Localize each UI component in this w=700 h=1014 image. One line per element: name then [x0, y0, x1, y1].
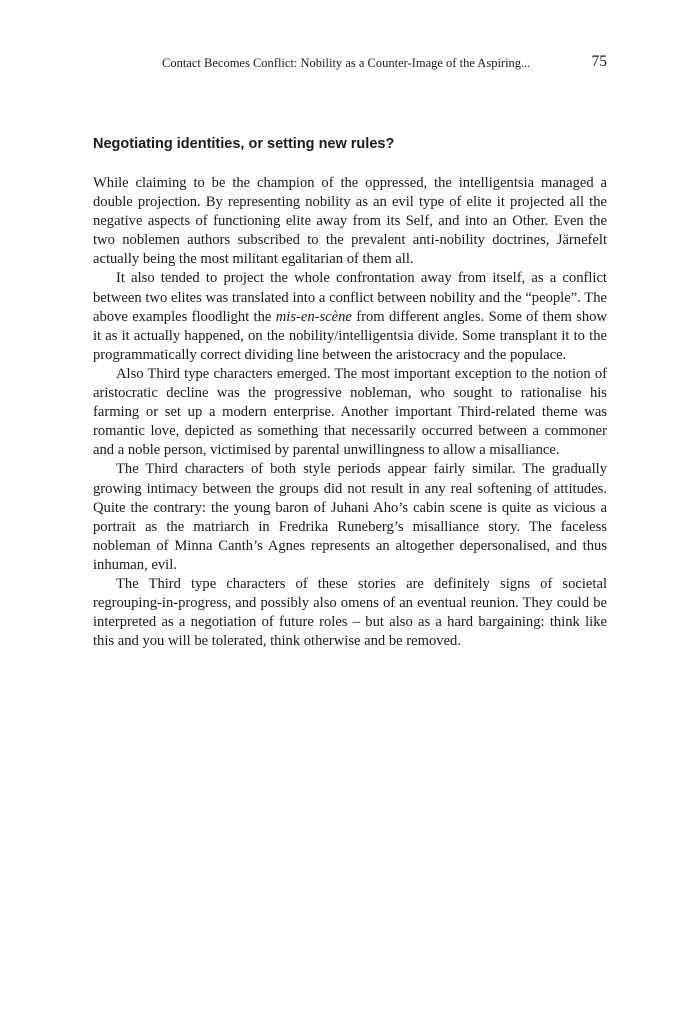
paragraph-3: Also Third type characters emerged. The most important exception to the notion of aristocratic decline was the progressive nobleman, who sought to rationalise his farming or set up a modern enterprise. Another important Third-related theme was romantic love, depicted as something that necessarily occurred between a commoner and a noble person, victimised by parental unwillingness to allow a misalliance. [93, 365, 607, 459]
paragraph-1: While claiming to be the champion of the oppressed, the intelligentsia managed a double projection. By representing nobility as an evil type of elite it projected all the negative aspects of functioning elite away from its Self, and into an Other. Even the two noblemen authors subscribed to the prevalent anti-nobility doctrines, Järnefelt actually being the most militant egalitarian of them all. [93, 175, 607, 268]
paragraph-2 [93, 269, 607, 364]
italic-term: mis-en-scène [275, 308, 352, 325]
section-heading: Negotiating identities, or setting new rules? [93, 136, 395, 152]
paragraph-5: The Third type characters of these stories are definitely signs of societal regrouping-in-progress, and possibly also omens of an eventual reunion. They could be interpreted as a negotiation of future roles – but also as a hard bargaining: think like this and you will be tolerated, think otherwise and be removed. [93, 575, 607, 650]
paragraph-2-rest: from different angles. Some of them show it as it actually happened, on the nobility/intelligentsia divide. Some transplant it to the programmatically correct dividing line between the aristocracy and the populace. [93, 308, 607, 363]
body-text [93, 174, 607, 651]
page-number: 75 [591, 53, 607, 70]
running-title: Contact Becomes Conflict: Nobility as a Counter-Image of the Aspiring... [162, 56, 531, 70]
paragraph-2-lead: It also tended to project the whole confrontation away from itself, as a conflict between two elites was translated into a conflict between nobility and the “people”. The above examples floodlight the [93, 270, 607, 325]
paragraph-4: The Third characters of both style periods appear fairly similar. The gradually growing intimacy between the groups did not result in any real softening of attitudes. Quite the contrary: the young baron of Juhani Aho’s cabin scene is quite as vicious a portrait as the matriarch in Fredrika Runeberg’s misalliance story. The faceless nobleman of Minna Canth’s Agnes represents an altogether depersonalised, and thus inhuman, evil. [93, 461, 607, 573]
